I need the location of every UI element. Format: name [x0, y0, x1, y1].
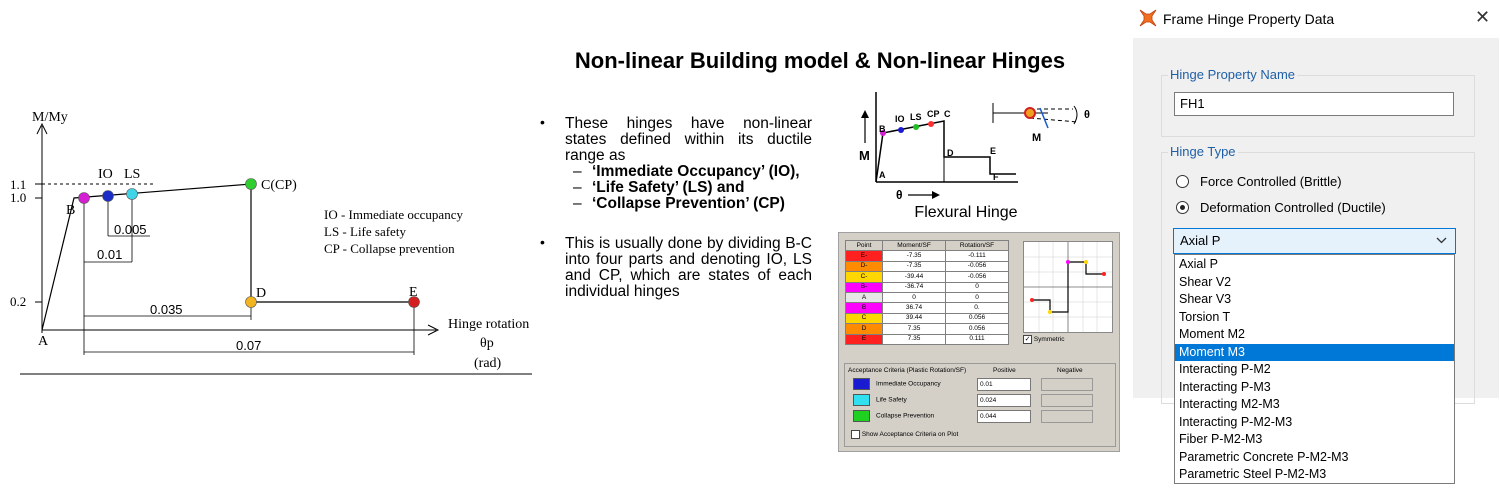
ls-positive-input[interactable]: 0.024 — [977, 394, 1031, 407]
bullet-1-text: These hinges have non-linear states defined within its ductile range as — [565, 115, 812, 164]
sub-bullet-cp-text: ‘Collapse Prevention’ (CP) — [592, 195, 785, 212]
combo-selected-value: Axial P — [1180, 233, 1221, 248]
checkbox-checked-icon[interactable]: ✓ — [1024, 336, 1031, 343]
row-rotation-cell[interactable]: 0. — [946, 303, 1009, 313]
flex-point-cp — [928, 121, 934, 127]
col-rotation: Rotation/SF — [946, 241, 1009, 251]
mini-point-c-neg — [1048, 310, 1052, 314]
moment-rotation-diagram — [0, 0, 540, 400]
cp-negative-input[interactable] — [1041, 410, 1093, 423]
dropdown-option[interactable]: Parametric Steel P-M2-M3 — [1179, 467, 1327, 481]
deformation-controlled-label: Deformation Controlled (Ductile) — [1200, 200, 1386, 215]
close-icon[interactable]: ✕ — [1475, 7, 1491, 27]
dropdown-option[interactable]: Axial P — [1179, 257, 1218, 271]
point-b-marker — [79, 193, 90, 204]
row-point-cell: C- — [846, 272, 883, 282]
dim-label-0-01: 0.01 — [97, 247, 123, 262]
flex-point-io — [898, 127, 904, 133]
symmetric-checkbox[interactable] — [1023, 335, 1065, 344]
cp-positive-input[interactable]: 0.044 — [977, 410, 1031, 423]
hinge-definition-panel — [838, 232, 1120, 452]
point-io-marker — [103, 191, 114, 202]
row-point-cell: A — [846, 292, 883, 302]
flexural-hinge-caption: Flexural Hinge — [914, 204, 1018, 221]
table-row — [846, 261, 1009, 271]
chevron-down-icon[interactable] — [1436, 237, 1447, 244]
y-axis-label: M/My — [32, 110, 68, 125]
dropdown-option[interactable]: Moment M3 — [1175, 344, 1454, 362]
row-moment-cell[interactable]: 39.44 — [883, 313, 946, 323]
criteria-io-label: Immediate Occupancy — [876, 380, 941, 388]
table-row — [846, 324, 1009, 334]
bullet-dot: • — [540, 234, 545, 250]
bullet-2 — [540, 236, 812, 300]
row-point-cell: B — [846, 303, 883, 313]
point-e-label: E — [409, 285, 418, 300]
dropdown-option[interactable]: Interacting M2-M3 — [1179, 397, 1280, 411]
flex-theta-label: θ — [896, 188, 903, 202]
ls-color-swatch — [853, 394, 870, 406]
dropdown-option[interactable]: Moment M2 — [1179, 327, 1245, 341]
row-moment-cell[interactable]: -39.44 — [883, 272, 946, 282]
flex-label-e: E — [990, 146, 997, 156]
sub-bullet-io: – ‘Immediate Occupancy’ (IO), — [573, 163, 800, 180]
mini-point-b — [1066, 260, 1070, 264]
criteria-row-cp — [853, 410, 934, 422]
joint-m-label: M — [1032, 132, 1042, 144]
hinge-mini-plot — [1023, 241, 1113, 333]
table-row — [846, 282, 1009, 292]
show-criteria-label: Show Acceptance Criteria on Plot — [861, 431, 959, 439]
row-rotation-cell[interactable]: 0 — [946, 282, 1009, 292]
show-criteria-checkbox[interactable] — [851, 430, 958, 439]
dialog-title: Frame Hinge Property Data — [1163, 11, 1335, 27]
bullet-list — [540, 116, 812, 300]
point-a-label: A — [38, 334, 49, 349]
row-rotation-cell[interactable]: 0.111 — [946, 334, 1009, 344]
property-name-group — [1161, 67, 1475, 137]
dim-label-0-07: 0.07 — [236, 338, 262, 353]
flex-label-io: IO — [895, 114, 905, 124]
ls-negative-input[interactable] — [1041, 394, 1093, 407]
tick-label-1-1: 1.1 — [10, 177, 27, 192]
criteria-row-ls — [853, 394, 907, 406]
table-row — [846, 272, 1009, 282]
point-d-marker — [246, 297, 257, 308]
flex-label-b: B — [879, 124, 886, 134]
col-moment: Moment/SF — [883, 241, 946, 251]
x-axis-label-3: (rad) — [474, 356, 502, 371]
io-color-swatch — [853, 378, 870, 390]
checkbox-unchecked-icon[interactable] — [851, 430, 860, 439]
flex-label-f: F — [993, 172, 999, 182]
theta-arrow-head — [932, 191, 940, 199]
row-point-cell: D- — [846, 261, 883, 271]
table-row — [846, 313, 1009, 323]
row-moment-cell[interactable]: -7.35 — [883, 251, 946, 261]
row-point-cell: C — [846, 313, 883, 323]
joint-chord — [1040, 108, 1048, 128]
legend-ls: LS - Life safety — [324, 224, 406, 239]
criteria-row-io — [853, 378, 941, 390]
acceptance-title: Acceptance Criteria (Plastic Rotation/SF) — [848, 367, 967, 374]
point-c-label: C(CP) — [261, 178, 297, 193]
row-rotation-cell[interactable]: -0.056 — [946, 261, 1009, 271]
mini-point-e — [1102, 272, 1106, 276]
m-arrow-head — [861, 110, 869, 118]
dropdown-option[interactable]: Shear V3 — [1179, 292, 1232, 306]
table-row — [846, 334, 1009, 344]
property-name-input[interactable]: FH1 — [1174, 92, 1454, 116]
legend-io: IO - Immediate occupancy — [324, 207, 463, 222]
point-ls-marker — [127, 189, 138, 200]
joint-beam-rotated — [1030, 118, 1078, 122]
row-rotation-cell[interactable]: 0.056 — [946, 313, 1009, 323]
acceptance-criteria-group — [844, 363, 1116, 447]
property-name-label: Hinge Property Name — [1170, 67, 1295, 82]
dim-label-0-005: 0.005 — [114, 222, 147, 237]
point-d-label: D — [256, 286, 267, 301]
point-c-marker — [246, 179, 257, 190]
radio-unchecked-icon[interactable] — [1176, 175, 1189, 188]
row-point-cell: B- — [846, 282, 883, 292]
row-moment-cell[interactable]: 36.74 — [883, 303, 946, 313]
radio-checked-icon[interactable] — [1176, 201, 1189, 214]
hinge-points-table — [845, 240, 1009, 345]
row-point-cell: E — [846, 334, 883, 344]
sub-bullet-cp: – ‘Collapse Prevention’ (CP) — [573, 195, 785, 212]
dropdown-option[interactable]: Interacting P-M2-M3 — [1179, 414, 1293, 429]
bullet-dot: • — [540, 114, 545, 130]
table-row — [846, 303, 1009, 313]
flex-label-a: A — [879, 170, 886, 180]
x-axis-label-1: Hinge rotation — [448, 317, 530, 332]
point-b-label: B — [66, 203, 76, 218]
row-moment-cell[interactable]: 0 — [883, 292, 946, 302]
table-row — [846, 251, 1009, 261]
row-point-cell: D — [846, 324, 883, 334]
io-negative-input[interactable] — [1041, 378, 1093, 391]
mini-point-e-neg — [1030, 298, 1034, 302]
mini-point-c — [1084, 260, 1088, 264]
sub-bullet-io-text: ‘Immediate Occupancy’ (IO), — [592, 163, 800, 180]
row-moment-cell[interactable]: 7.35 — [883, 334, 946, 344]
row-moment-cell[interactable]: -7.35 — [883, 261, 946, 271]
row-moment-cell[interactable]: -36.74 — [883, 282, 946, 292]
col-point: Point — [846, 241, 883, 251]
bullet-2-text: This is usually done by dividing B-C into four parts and denoting IO, LS and CP, which are states of each individual hinges — [565, 235, 812, 300]
flexural-hinge-sketch — [848, 88, 1100, 206]
table-header-row — [846, 241, 1009, 251]
hinge-type-combo[interactable] — [1173, 228, 1456, 254]
table-row — [846, 292, 1009, 302]
row-rotation-cell[interactable]: -0.111 — [946, 251, 1009, 261]
symmetric-label: Symmetric — [1033, 336, 1065, 344]
hinge-type-label: Hinge Type — [1170, 144, 1236, 159]
force-controlled-label: Force Controlled (Brittle) — [1200, 174, 1342, 189]
cp-color-swatch — [853, 410, 870, 422]
flex-label-c: C — [944, 109, 951, 119]
legend-cp: CP - Collapse prevention — [324, 241, 455, 256]
plastic-hinge-icon — [1025, 108, 1035, 118]
dropdown-option[interactable]: Shear V2 — [1179, 274, 1232, 289]
bullet-1 — [540, 116, 812, 164]
point-io-label: IO — [98, 167, 113, 182]
dim-label-0-035: 0.035 — [150, 302, 183, 317]
row-rotation-cell[interactable]: 0 — [946, 292, 1009, 302]
flex-label-d: D — [947, 148, 954, 158]
negative-header: Negative — [1057, 367, 1083, 374]
dropdown-option[interactable]: Interacting P-M3 — [1179, 379, 1271, 394]
mini-plot-svg — [1024, 242, 1112, 332]
point-ls-label: LS — [124, 167, 141, 182]
joint-theta-label: θ — [1084, 109, 1090, 121]
row-point-cell: E- — [846, 251, 883, 261]
tick-label-0-2: 0.2 — [10, 294, 27, 309]
criteria-ls-label: Life Safety — [876, 396, 907, 404]
io-positive-input[interactable]: 0.01 — [977, 378, 1031, 391]
sub-bullet-ls: – ‘Life Safety’ (LS) and — [573, 179, 745, 196]
dropdown-option[interactable]: Parametric Concrete P-M2-M3 — [1179, 449, 1349, 464]
tick-label-1-0: 1.0 — [10, 190, 27, 205]
dropdown-option[interactable]: Interacting P-M2 — [1179, 362, 1271, 376]
row-rotation-cell[interactable]: -0.056 — [946, 272, 1009, 282]
criteria-cp-label: Collapse Prevention — [876, 412, 935, 420]
hinge-type-dropdown-list — [1174, 254, 1455, 484]
x-axis-label-2: θp — [480, 336, 494, 351]
flex-label-cp: CP — [927, 109, 940, 119]
dropdown-option[interactable]: Torsion T — [1179, 309, 1231, 324]
app-logo-icon — [1139, 9, 1157, 27]
positive-header: Positive — [993, 367, 1016, 374]
row-rotation-cell[interactable]: 0.056 — [946, 324, 1009, 334]
dropdown-option[interactable]: Fiber P-M2-M3 — [1179, 432, 1263, 446]
slide-title: Non-linear Building model & Non-linear Hinges — [574, 48, 1066, 73]
row-moment-cell[interactable]: 7.35 — [883, 324, 946, 334]
flex-m-label: M — [859, 148, 870, 163]
flex-point-ls — [913, 124, 919, 130]
sub-bullet-ls-text: ‘Life Safety’ (LS) and — [592, 179, 745, 196]
flex-label-ls: LS — [910, 112, 922, 122]
